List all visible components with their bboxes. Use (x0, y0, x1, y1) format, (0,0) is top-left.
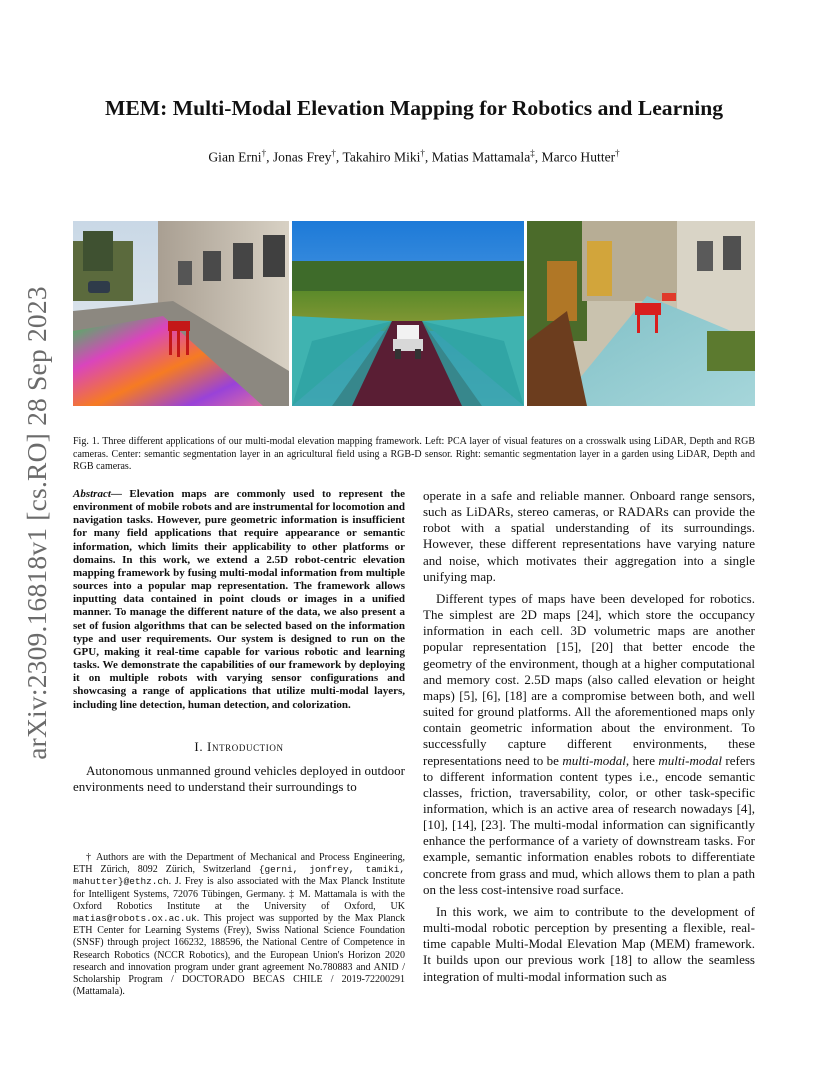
footnote-part-1: † Authors are with the Department of Mechanical and Process Engineering, ETH Zürich, 8092 Zürich, Switzerland (73, 852, 405, 876)
author-affiliation-mark: † (420, 148, 425, 158)
author-name: Takahiro Miki (342, 149, 421, 165)
author-affiliation-mark: † (331, 148, 336, 158)
author-affiliation-mark: † (261, 148, 267, 158)
figure-panel-field (292, 221, 524, 406)
p2-text-c: refers to different information content types i.e., encode semantic classes, friction, traversability, color, or other task-specific information, which is an active area of research nowadays [4], [10], [14], [23]. The multi-modal information can significantly enhance the performance of a variety of downstream tasks. For example, semantic information enables robots to differentiate concrete from grass and mud, which allows them to plan a path on the less cost-intensive road surface. (423, 752, 756, 897)
author-separator: , (534, 149, 542, 165)
p2-text-a: Different types of maps have been developed for robotics. The simplest are 2D maps [24], which store the occupancy information in each cell. 3D volumetric maps are another popular representation [15], [20] that better encode the geometry of the environment, though at a higher computational and memory cost. 2.5D maps (also called elevation or height maps) [5], [6], [18] are a compromise between both, and well suited for ground platforms. All the aforementioned maps only contain geometric information about the environment. To successfully capture different environments, these representations need to be (423, 590, 755, 768)
author-name: Marco Hutter (541, 149, 616, 165)
author-affiliation-mark: ‡ (530, 148, 535, 158)
arxiv-identifier (14, 285, 60, 760)
section-heading-text: I. Introduction (194, 738, 284, 754)
abstract (73, 488, 405, 712)
author-name: Jonas Frey (272, 149, 332, 165)
footnote-email-oxford: matias@robots.ox.ac.uk (73, 913, 197, 925)
right-column (423, 488, 755, 985)
figure-panel-garden (527, 221, 755, 406)
author-name: Matias Mattamala (431, 149, 531, 165)
figure-caption: Fig. 1. Three different applications of our multi-modal elevation mapping framework. Left: PCA layer of visual features on a crosswalk using LiDAR, Depth and RGB cameras. Center: semantic segmentation layer in an agricultural field using a RGB-D sensor. Right: semantic segmentation layer in a garden using LiDAR, Depth and RGB cameras. (73, 436, 755, 472)
abstract-label: Abstract (73, 488, 111, 500)
author-list (60, 144, 768, 167)
abstract-text: Elevation maps are commonly used to represent the environment of mobile robots and are instrumental for locomotion and navigation tasks. However, pure geometric information is insufficient for many field applications that require appearance or semantic information, which limits their applicability to other platforms or domains. In this work, we extend a 2.5D robot-centric elevation mapping framework by fusing multi-modal information from multiple sources into a popular map representation. The framework allows inputting data contained in point clouds or images in a unified manner. To manage the different nature of the data, we also present a set of fusion algorithms that can be selected based on the information type and user requirements. Our system is designed to run on the GPU, making it real-time capable for various robotic and learning tasks. We demonstrate the capabilities of our framework by deploying it on multiple robots with varying sensor configurations and showcasing a range of applications that utilize multi-modal layers, including line detection, human detection, and colorization. (73, 488, 405, 711)
author-name: Gian Erni (208, 149, 262, 165)
arxiv-id-text: arXiv:2309.16818v1 [cs.RO] 28 Sep 2023 (21, 285, 52, 760)
p2-emphasis-2: multi-modal (658, 752, 722, 768)
paper-title: MEM: Multi-Modal Elevation Mapping for Robotics and Learning (104, 96, 724, 120)
author-separator: , (335, 149, 343, 165)
intro-paragraph-3: In this work, we aim to contribute to the development of multi-modal robotic perception by presenting a flexible, real-time capable Multi-Modal Elevation Map (MEM) framework. It builds upon our previous work [18] to allow the seamless integration of multi-modal information such as (423, 903, 755, 984)
intro-paragraph-1-continued: operate in a safe and reliable manner. Onboard range sensors, such as LiDARs, stereo cameras, or RADARs can provide the robot with a spatial understanding of its surroundings. However, these different representations have varying nature and noise, which motivates their aggregation into a single unifying map. (423, 488, 755, 584)
footnote-part-3: . This project was supported by the Max Planck ETH Center for Learning Systems (Frey), Swiss National Science Foundation (SNSF) through project 166232, 188596, the National Centre of Competence in Research Robotics (NCCR Robotics), and the European Union's Horizon 2020 research and innovation program under grant agreement No.780883 and ANID / Scholarship Program / DOCTORADO BECAS CHILE / 2019-72200291 (Mattamala). (73, 913, 405, 998)
footnote-part-2: . J. Frey is also associated with the Max Planck Institute for Intelligent Systems, 72076 Tübingen, Germany. ‡ M. Mattamala is with the Oxford Robotics Institute at the University of Oxford, UK (73, 876, 405, 912)
author-separator: , (266, 149, 273, 165)
footnote-emails-ethz: {gerni, jonfrey, tamiki, mahutter}@ethz.ch (73, 864, 405, 888)
author-footnote (73, 852, 405, 998)
section-heading-introduction (73, 739, 405, 755)
intro-paragraph-1: Autonomous unmanned ground vehicles deployed in outdoor environments need to understand their surroundings to (73, 762, 405, 794)
p2-emphasis-1: multi-modal (562, 752, 626, 768)
intro-paragraph-2 (423, 591, 755, 898)
author-affiliation-mark: † (615, 148, 620, 158)
abstract-dash: — (110, 488, 122, 500)
p2-text-b: , here (625, 752, 659, 768)
figure-1 (73, 221, 755, 406)
left-column (73, 488, 405, 795)
figure-panel-crosswalk (73, 221, 289, 406)
author-separator: , (424, 149, 432, 165)
